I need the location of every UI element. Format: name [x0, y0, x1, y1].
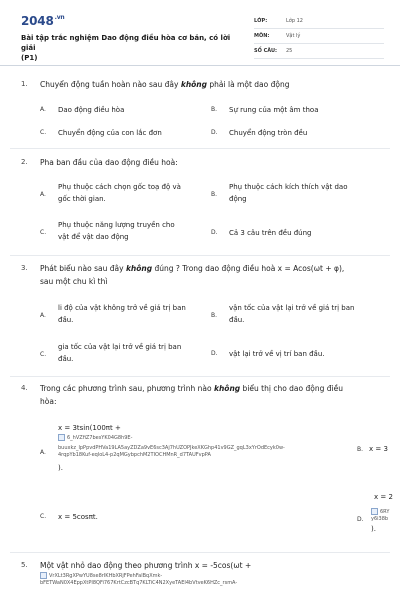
option-text: [371, 508, 400, 535]
option-text: vật lại trở về vị trí ban đầu.: [229, 350, 325, 358]
option-line: Phụ thuộc năng lượng truyền cho: [58, 221, 175, 229]
document-meta: [254, 14, 384, 59]
question-text-post: đúng ? Trong dao động điều hoà x = Acos(ωt + φ),: [152, 264, 345, 273]
meta-value: Lớp 12: [286, 18, 303, 24]
option-text: [58, 302, 186, 326]
question-text-pre: Phát biểu nào sau đây: [40, 264, 126, 273]
option-letter: C.: [40, 229, 47, 236]
option-line: gia tốc của vật lại trở về giá trị ban: [58, 343, 182, 351]
option-line: đầu.: [58, 355, 74, 363]
logo-text: 2048: [21, 14, 54, 28]
option-line: gốc thời gian.: [58, 195, 106, 203]
question-emphasis: không: [125, 264, 153, 273]
option-4d-formula-top: [374, 491, 400, 503]
option-text: Chuyển động tròn đều: [229, 129, 308, 137]
broken-image-icon: [40, 572, 47, 579]
option-text: x = 2: [374, 493, 393, 501]
broken-image-icon: [371, 508, 378, 515]
formula-image: [58, 434, 358, 442]
option-text: x = 3: [369, 445, 388, 453]
question-text-pre: Chuyển động tuần hoàn nào sau đây: [40, 80, 181, 89]
option-text: Dao động điều hòa: [58, 106, 125, 114]
question-text-post: biểu thị cho dao động điều: [240, 384, 343, 393]
option-line: đầu.: [229, 316, 245, 324]
meta-key: SỐ CÂU:: [254, 48, 278, 54]
divider: [10, 255, 390, 256]
option-text: [58, 181, 181, 205]
image-alt-text: VrXLt3RgXPwYU8se8rIKHbXRjFPehFalBqXmk-: [49, 573, 163, 579]
option-text: [58, 219, 175, 243]
option-text: Sự rung của một âm thoa: [229, 106, 319, 114]
option-letter: A.: [40, 312, 46, 319]
option-letter: B.: [211, 312, 218, 319]
option-letter: B.: [211, 191, 218, 198]
option-text: Cả 3 câu trên đều đúng: [229, 229, 312, 237]
title-line-2: (P1): [21, 54, 38, 62]
meta-row-grade: [254, 14, 384, 29]
document-title: [21, 33, 246, 63]
meta-row-count: [254, 44, 384, 59]
image-alt-text: buuxkz_lpPpvdPHVa19LA5ayZDZa9vE6sc3Aj7hUZOPJkeXKGhp41v9GZ_gqL3xYrOdEcyk0w-: [58, 445, 285, 451]
divider: [10, 148, 390, 149]
option-line: đầu.: [58, 316, 74, 324]
option-line: động: [229, 195, 247, 203]
image-alt-text: 6_hVZfiZ7besYK04G8h9E-: [67, 435, 133, 441]
question-text-line-2: hòa:: [40, 397, 57, 406]
image-alt-text: 6RY: [380, 509, 390, 515]
question-number: 3.: [21, 264, 28, 272]
option-letter: D.: [211, 229, 218, 236]
option-letter: D.: [211, 350, 218, 357]
option-text: [58, 422, 358, 474]
option-letter: C.: [40, 513, 47, 520]
option-text: x = 5cosπt.: [58, 513, 98, 521]
question-text-line-2: sau một chu kì thì: [40, 277, 108, 286]
meta-value: Vật lý: [286, 33, 301, 39]
question-emphasis: không: [180, 80, 208, 89]
divider: [10, 552, 390, 553]
image-alt-text: 4rqpYb18Kuf-eqloL4-p2qMGybpchM2TIOCHMnR_d7TAUFvpPA: [58, 452, 211, 458]
option-text: Chuyển động của con lắc đơn: [58, 129, 162, 137]
question-number: 4.: [21, 384, 28, 392]
broken-image-icon: [58, 434, 65, 441]
question-emphasis: không: [213, 384, 241, 393]
meta-row-subject: [254, 29, 384, 44]
image-alt-text: y6i38b: [371, 516, 389, 522]
question-text-post: phải là một dao động: [207, 80, 290, 89]
meta-key: MÔN:: [254, 33, 270, 39]
option-letter: D.: [357, 516, 364, 523]
option-line: Phụ thuộc cách kích thích vật dao: [229, 183, 348, 191]
meta-key: LỚP:: [254, 18, 268, 24]
option-letter: C.: [40, 129, 47, 136]
option-line: vận tốc của vật lại trở về giá trị ban: [229, 304, 355, 312]
option-line: vật để vật dao động: [58, 233, 129, 241]
question-number: 1.: [21, 80, 28, 88]
formula-close: ).: [58, 464, 63, 472]
option-text: [58, 341, 181, 365]
question-text: [40, 559, 380, 587]
question-number: 5.: [21, 561, 28, 569]
divider: [10, 376, 390, 377]
option-line: li độ của vật không trở về giá trị ban: [58, 304, 186, 312]
question-text-pre: Trong các phương trình sau, phương trình nào: [40, 384, 214, 393]
title-line-1: Bài tập trắc nghiệm Dao động điều hòa cơ bản, có lời giải: [21, 34, 231, 52]
document-header: [0, 0, 400, 66]
question-text: [40, 78, 380, 91]
option-letter: A.: [40, 191, 46, 198]
option-text: [229, 302, 354, 326]
site-logo[interactable]: [21, 14, 64, 28]
question-number: 2.: [21, 158, 28, 166]
option-line: Phụ thuộc cách chọn gốc toạ độ và: [58, 183, 181, 191]
question-text-line-1: Một vật nhỏ dao động theo phương trình x = -5cos(ωt +: [40, 561, 252, 570]
option-letter: B.: [211, 106, 218, 113]
option-letter: C.: [40, 351, 47, 358]
formula-image: [40, 572, 380, 580]
formula-image: [371, 508, 400, 516]
option-letter: D.: [211, 129, 218, 136]
question-text: [40, 382, 380, 408]
question-text: Pha ban đầu của dao động điều hoà:: [40, 158, 178, 167]
question-text: [40, 262, 380, 288]
option-letter: B.: [357, 446, 364, 453]
formula-text: x = 3tsin(100πt +: [58, 424, 121, 432]
option-letter: A.: [40, 106, 46, 113]
image-alt-text: bFETWaN0X4EppXtPI8QFi767KrtCzcBTq7KLTiC4N2XyeTAEI4bVtveK6HZc_rsmA-: [40, 580, 238, 586]
meta-value: 25: [286, 48, 293, 54]
formula-close: ).: [371, 525, 376, 533]
option-text: [229, 181, 348, 205]
option-letter: A.: [40, 449, 46, 456]
logo-suffix: .vn: [54, 14, 65, 21]
